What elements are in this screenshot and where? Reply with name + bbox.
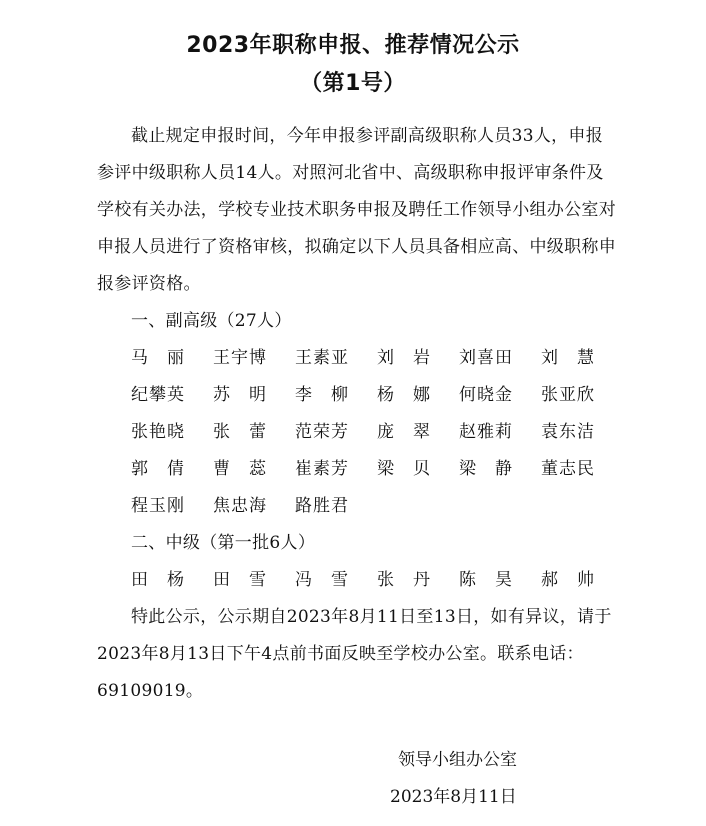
person-name: 张蕾 (213, 422, 266, 442)
person-name: 郭倩 (131, 459, 184, 479)
page-title: 2023年职称申报、推荐情况公示 (186, 33, 520, 58)
intro-paragraph: 截止规定申报时间，今年申报参评副高级职称人员33人，申报参评中级职称人员14人。对照河北省中、高级职称申报评审条件及学校有关办法，学校专业技术职务申报及聘任工作领导小组办公室对申报人员进行了资格审核，拟确定以下人员具备相应高、中级职称申报参评资格。 (97, 126, 616, 294)
person-name: 曹蕊 (213, 459, 266, 479)
person-name: 田雪 (213, 570, 266, 590)
signature-org: 领导小组办公室 (398, 750, 517, 770)
section-heading-senior: 一、副高级（27人） (131, 311, 292, 331)
person-name: 李柳 (295, 385, 348, 405)
person-name: 陈昊 (459, 570, 512, 590)
person-name: 王素亚 (295, 348, 348, 368)
signature-date: 2023年8月11日 (390, 787, 517, 807)
person-name: 张艳晓 (131, 422, 184, 442)
person-name: 何晓金 (459, 385, 512, 405)
person-name: 袁东洁 (541, 422, 594, 442)
name-list-intermediate (131, 562, 651, 599)
person-name: 纪攀英 (131, 385, 184, 405)
person-name: 张亚欣 (541, 385, 594, 405)
person-name: 赵雅莉 (459, 422, 512, 442)
person-name: 杨娜 (377, 385, 430, 405)
person-name: 焦忠海 (213, 496, 266, 516)
person-name: 董志民 (541, 459, 594, 479)
person-name: 庞翠 (377, 422, 430, 442)
person-name: 刘慧 (541, 348, 594, 368)
page-subtitle: （第1号） (300, 71, 406, 96)
person-name: 梁静 (459, 459, 512, 479)
person-name: 刘岩 (377, 348, 430, 368)
person-name: 范荣芳 (295, 422, 348, 442)
closing-paragraph: 特此公示，公示期自2023年8月11日至13日，如有异议，请于2023年8月13日下午4点前书面反映至学校办公室。联系电话：69109019。 (97, 607, 612, 701)
name-list-senior (131, 340, 651, 525)
person-name: 崔素芳 (295, 459, 348, 479)
person-name: 刘喜田 (459, 348, 512, 368)
person-name: 王宇博 (213, 348, 266, 368)
person-name: 程玉刚 (131, 496, 184, 516)
person-name: 路胜君 (295, 496, 348, 516)
person-name: 梁贝 (377, 459, 430, 479)
person-name: 张丹 (377, 570, 430, 590)
person-name: 田杨 (131, 570, 184, 590)
person-name: 冯雪 (295, 570, 348, 590)
section-heading-intermediate: 二、中级（第一批6人） (131, 533, 316, 553)
person-name: 郝帅 (541, 570, 594, 590)
person-name: 马丽 (131, 348, 184, 368)
person-name: 苏明 (213, 385, 266, 405)
